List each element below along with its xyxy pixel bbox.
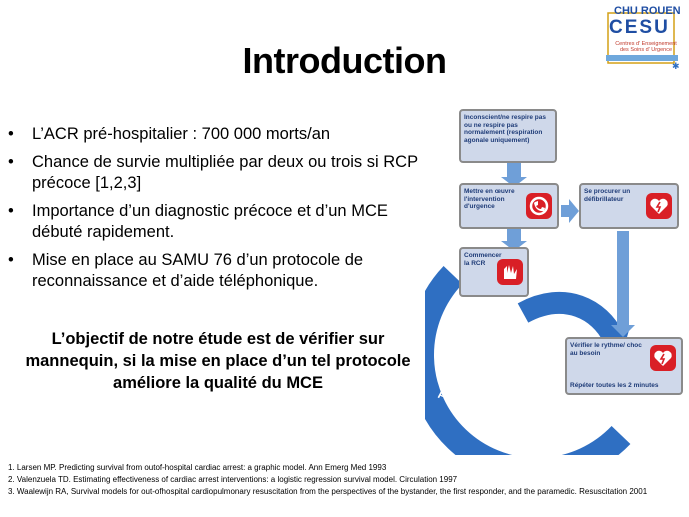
step-get-defibrillator-label: Se procurer un défibrillateur [584,188,631,203]
step-check-rhythm-label: Vérifier le rythme/ choc au besoin [570,342,642,357]
hands-cpr-icon [497,259,523,285]
bullet-item [8,250,420,292]
bullet-dot-icon: • [8,125,14,143]
arrow-2-4 [507,229,521,241]
bullet-dot-icon: • [8,153,14,171]
step-get-defibrillator [579,183,679,229]
defibrillator-heart-icon-2 [650,345,676,371]
reference-item: 3. Waalewijn RA, Survival models for out-ofhospital cardiopulmonary resuscitation from the perspectives of the bystander, the first responder, and the paramedic. Resuscitation 2001 [8,487,648,496]
bullet-text: L’ACR pré-hospitalier : 700 000 morts/an [32,125,331,143]
study-objective: L’objectif de notre étude est de vérifier sur mannequin, si la mise en place d’un tel protocole améliore la qualité du MCE [25,330,411,392]
loop-text-2: et vite [526,416,561,438]
bullet-dot-icon: • [8,251,14,269]
step-unresponsive: Inconscient/ne respire pas ou ne respire pas normalement (respiration agonale uniquement) [459,109,557,163]
reference-item: 1. Larsen MP. Predicting survival from outof-hospital cardiac arrest: a graphic model. Ann Emerg Med 1993 [8,463,387,472]
bullet-item [8,152,420,194]
references [8,462,683,498]
svg-text:✱: ✱ [672,61,680,71]
bullet-list [8,124,420,299]
reference-item: 2. Valenzuela TD. Estimating effectiveness of cardiac arrest interventions: a logistic regression survival model. Circulation 1997 [8,475,458,484]
step-repeat-label: Répéter toutes les 2 minutes [570,381,659,389]
defibrillator-heart-icon [646,193,672,219]
loop-text-1: Pousser fort [435,389,499,431]
bullet-text: Mise en place au SAMU 76 d’un protocole de reconnaissance et d’aide téléphonique. [32,251,364,290]
bullet-item [8,124,420,145]
logo-line2: CESU [609,17,670,38]
arrow-2-3 [561,205,569,217]
step-call-emergency [459,183,559,229]
bullet-item [8,201,420,243]
arrow-1-2 [507,161,521,177]
step-call-emergency-label: Mettre en œuvre l'intervention d'urgence [464,188,515,210]
page-title: Introduction [242,40,447,81]
logo-line3: Centres d' Enseignement des Soins d' Urgence [615,41,677,53]
bullet-text: Importance d’un diagnostic précoce et d’un MCE débuté rapidement. [32,202,388,241]
bullet-dot-icon: • [8,202,14,220]
cpr-loop-upper-arrow [523,303,613,337]
bullet-text: Chance de survie multipliée par deux ou trois si RCP précoce [1,2,3] [32,153,418,192]
logo-line1: CHU ROUEN [614,5,681,17]
step-start-cpr-label: Commencer la RCR [464,252,502,267]
phone-icon [526,193,552,219]
arrow-3-5 [617,231,629,325]
cpr-flow-diagram [425,105,689,455]
step-check-rhythm [565,337,683,395]
step-start-cpr [459,247,529,297]
